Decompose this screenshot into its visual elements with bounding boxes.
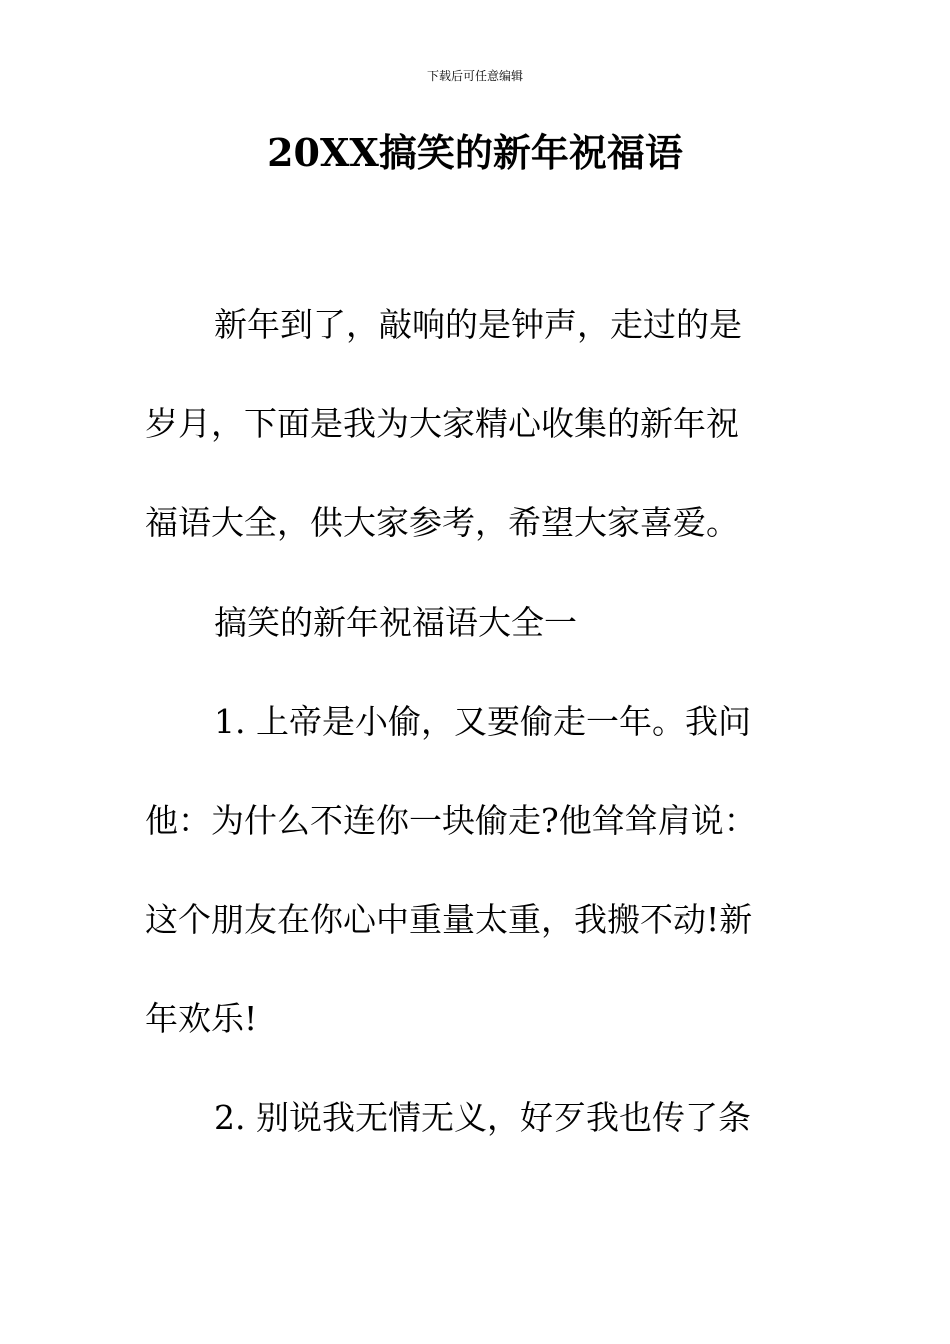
list-item-line: 年欢乐! (145, 999, 258, 1038)
document-title: 20XX搞笑的新年祝福语 (267, 130, 683, 175)
section-heading: 搞笑的新年祝福语大全一 (214, 603, 577, 642)
paragraph-line: 岁月，下面是我为大家精心收集的新年祝 (145, 404, 739, 443)
paragraph-line: 新年到了，敲响的是钟声，走过的是 (214, 305, 742, 344)
paragraph-line: 福语大全，供大家参考，希望大家喜爱。 (145, 503, 739, 542)
list-item-line: 这个朋友在你心中重量太重，我搬不动!新 (145, 900, 753, 939)
list-item-line: 他：为什么不连你一块偷走?他耸耸肩说： (145, 801, 757, 840)
list-item-line: 2. 别说我无情无义，好歹我也传了条 (214, 1098, 751, 1137)
header-note: 下载后可任意编辑 (426, 69, 523, 83)
list-item-line: 1. 上帝是小偷，又要偷走一年。我问 (214, 702, 751, 741)
